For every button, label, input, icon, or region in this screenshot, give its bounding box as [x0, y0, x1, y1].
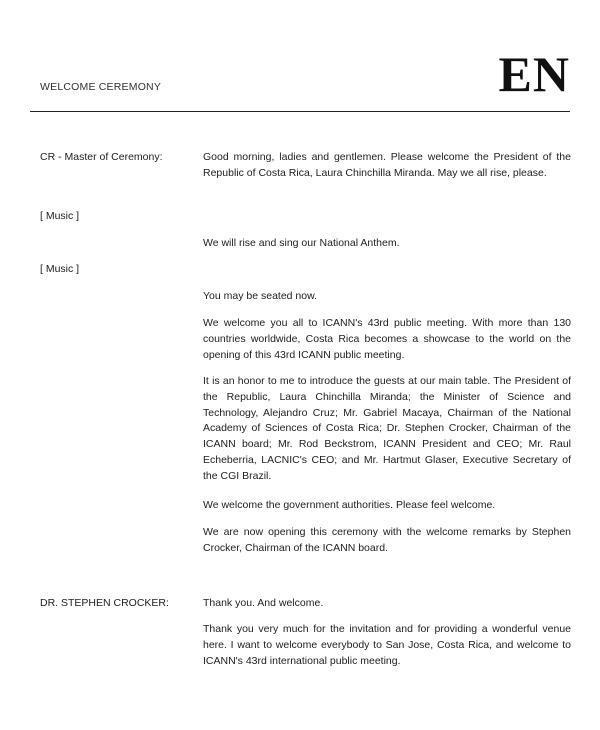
transcript-paragraph: Thank you very much for the invitation and for providing a wonderful venue here. I want to welcome everybody to San Jose, Costa Rica, and welcome to ICANN's 43rd international public meeting. — [203, 623, 571, 667]
transcript-paragraph: We will rise and sing our National Anthem. — [203, 237, 400, 249]
transcript-paragraph: We welcome you all to ICANN's 43rd public meeting. With more than 130 countries worldwide, Costa Rica becomes a showcase to the world on the opening of this 43rd ICANN public meeting. — [203, 317, 571, 361]
document-title: WELCOME CEREMONY — [40, 81, 162, 93]
stage-direction-music: [ Music ] — [40, 263, 80, 275]
transcript-paragraph: You may be seated now. — [203, 290, 318, 302]
transcript-paragraph: Good morning, ladies and gentlemen. Please welcome the President of the Republic of Costa Rica, Laura Chinchilla Miranda. May we all rise, please. — [203, 151, 571, 179]
transcript-paragraph: We are now opening this ceremony with the welcome remarks by Stephen Crocker, Chairman of the ICANN board. — [203, 526, 571, 554]
language-code: EN — [498, 46, 570, 102]
speaker-label-crocker: DR. STEPHEN CROCKER: — [40, 597, 169, 609]
transcript-paragraph: Thank you. And welcome. — [203, 597, 324, 609]
transcript-paragraph: It is an honor to me to introduce the guests at our main table. The President of the Republic, Laura Chinchilla Miranda; the Minister of Science and Technology, Alejandro Cruz; Mr. Gabriel Macaya, Chairman of the National Academy of Sciences of Costa Rica; Dr. Stephen Crocker, Chairman of the ICANN board; Mr. Rod Beckstrom, ICANN President and CEO; Mr. Raul Echeberria, LACNIC's CEO; and Mr. Hartmut Glaser, Executive Secretary of the CGI Brazil. — [203, 375, 571, 482]
stage-direction-music: [ Music ] — [40, 210, 80, 222]
header-divider — [30, 111, 570, 112]
speaker-label-cr-moc: CR - Master of Ceremony: — [40, 151, 163, 163]
transcript-paragraph: We welcome the government authorities. Please feel welcome. — [203, 499, 496, 511]
